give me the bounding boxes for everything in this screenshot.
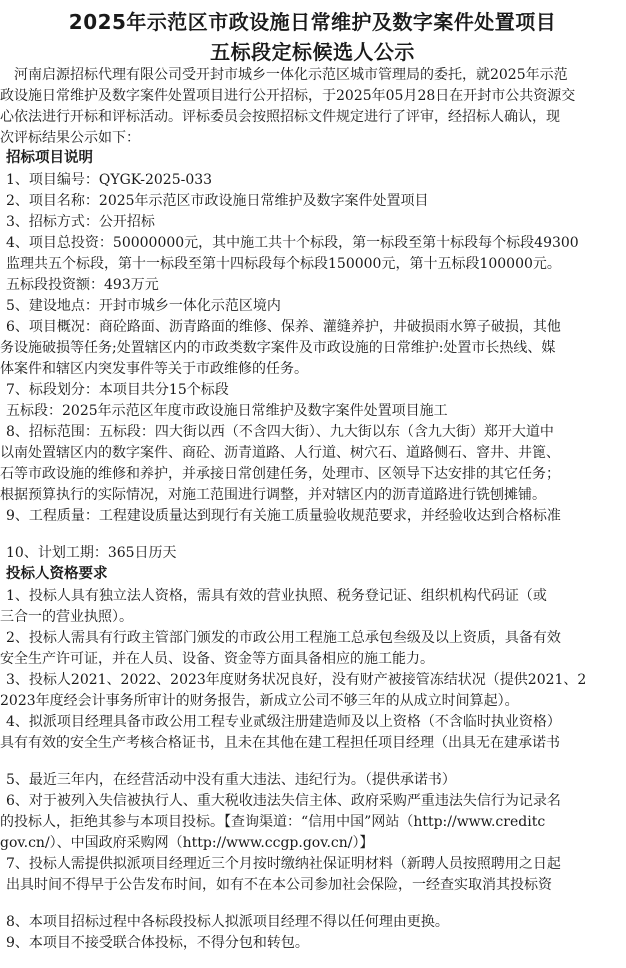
project-item: 五标段投资额：493万元 bbox=[6, 277, 159, 293]
intro-line: 政设施日常维护及数字案件处置项目进行公开招标，于2025年05月28日在开封市公共资源交 bbox=[0, 88, 576, 104]
project-item: 10、计划工期：365日历天 bbox=[6, 545, 177, 561]
project-item: 8、招标范围：五标段：四大街以西（不含四大街）、九大街以东（含九大街）郑开大道中 bbox=[6, 424, 554, 440]
project-item: 5、建设地点：开封市城乡一体化示范区境内 bbox=[6, 298, 281, 314]
qualification-item: 5、最近三年内，在经营活动中没有重大违法、违纪行为。（提供承诺书） bbox=[6, 772, 456, 788]
project-item: 2、项目名称：2025年示范区市政设施日常维护及数字案件处置项目 bbox=[6, 193, 429, 209]
section-heading-project: 招标项目说明 bbox=[6, 150, 93, 166]
project-item: 体案件和辖区内突发事件等关于市政维修的任务。 bbox=[0, 361, 308, 377]
project-item: 1、项目编号：QYGK-2025-033 bbox=[6, 172, 213, 188]
project-item: 务设施破损等任务;处置辖区内的市政类数字案件及市政设施的日常维护:处置市长热线、媒 bbox=[0, 340, 556, 356]
project-item: 6、项目概况：商砼路面、沥青路面的维修、保养、灌缝养护，井破损雨水箅子破损，其他 bbox=[6, 319, 561, 335]
qualification-item: 4、拟派项目经理具备市政公用工程专业贰级注册建造师及以上资格（不含临时执业资格） bbox=[6, 714, 561, 730]
document-title-line2: 五标段定标候选人公示 bbox=[210, 40, 415, 64]
qualification-item: 三合一的营业执照）。 bbox=[0, 609, 133, 625]
intro-line: 心依法进行开标和评标活动。评标委员会按照招标文件规定进行了评审，经招标人确认，现 bbox=[0, 109, 560, 125]
qualification-item: 出具时间不得早于公告发布时间，如有不在本公司参加社会保险，一经查实取消其投标资 bbox=[6, 877, 552, 893]
intro-line: 河南启源招标代理有限公司受开封市城乡一体化示范区城市管理局的委托，就2025年示范 bbox=[14, 67, 568, 83]
qualification-item: 的投标人，拒绝其参与本项目投标。【查询渠道：“信用中国”网站（http://www.creditc bbox=[0, 814, 546, 830]
project-item: 4、项目总投资：50000000元，其中施工共十个标段，第一标段至第十标段每个标段49300 bbox=[6, 235, 579, 251]
project-item: 3、招标方式：公开招标 bbox=[6, 214, 155, 230]
project-item: 监理共五个标段，第十一标段至第十四标段每个标段150000元，第十五标段100000元。 bbox=[6, 256, 561, 272]
qualification-item: 9、本项目不接受联合体投标，不得分包和转包。 bbox=[6, 935, 309, 951]
qualification-item: 安全生产许可证，并在人员、设备、资金等方面具备相应的施工能力。 bbox=[0, 651, 434, 667]
intro-line: 次评标结果公示如下： bbox=[0, 130, 140, 146]
qualification-item: 7、投标人需提供拟派项目经理近三个月按时缴纳社保证明材料（新聘人员按照聘用之日起 bbox=[6, 856, 561, 872]
qualification-item: 6、对于被列入失信被执行人、重大税收违法失信主体、政府采购严重违法失信行为记录名 bbox=[6, 793, 561, 809]
qualification-item: 1、投标人具有独立法人资格，需具有效的营业执照、税务登记证、组织机构代码证（或 bbox=[6, 588, 547, 604]
project-item: 根据预算执行的实际情况，对施工范围进行调整，并对辖区内的沥青道路进行铣刨摊铺。 bbox=[0, 487, 546, 503]
qualification-item: 3、投标人2021、2022、2023年度财务状况良好，没有财产被接管冻结状况（提供2021、2 bbox=[6, 672, 587, 688]
qualification-item: 2、投标人需具有行政主管部门颁发的市政公用工程施工总承包叁级及以上资质，具备有效 bbox=[6, 630, 561, 646]
project-item: 五标段：2025年示范区年度市政设施日常维护及数字案件处置项目施工 bbox=[6, 403, 448, 419]
project-item: 9、工程质量：工程建设质量达到现行有关施工质量验收规范要求，并经验收达到合格标准 bbox=[6, 508, 561, 524]
section-heading-qualification: 投标人资格要求 bbox=[6, 566, 108, 582]
qualification-item: gov.cn/）、中国政府采购网（http://www.ccgp.gov.cn/）】 bbox=[0, 835, 374, 851]
project-item: 石等市政设施的维修和养护，并承接日常创建任务，处理市、区领导下达安排的其它任务； bbox=[0, 466, 560, 482]
qualification-item: 8、本项目招标过程中各标段投标人拟派项目经理不得以任何理由更换。 bbox=[6, 914, 449, 930]
project-item: 以南处置辖区内的数字案件、商砼、沥青道路、人行道、树穴石、道路侧石、窨井、井篦、 bbox=[0, 445, 560, 461]
qualification-item: 2023年度经会计事务所审计的财务报告，新成立公司不够三年的从成立时间算起）。 bbox=[0, 693, 519, 709]
document-title-line1: 2025年示范区市政设施日常维护及数字案件处置项目 bbox=[68, 10, 557, 34]
project-item: 7、标段划分：本项目共分15个标段 bbox=[6, 382, 229, 398]
qualification-item: 具有有效的安全生产考核合格证书，且未在其他在建工程担任项目经理（出具无在建承诺书 bbox=[0, 735, 560, 751]
